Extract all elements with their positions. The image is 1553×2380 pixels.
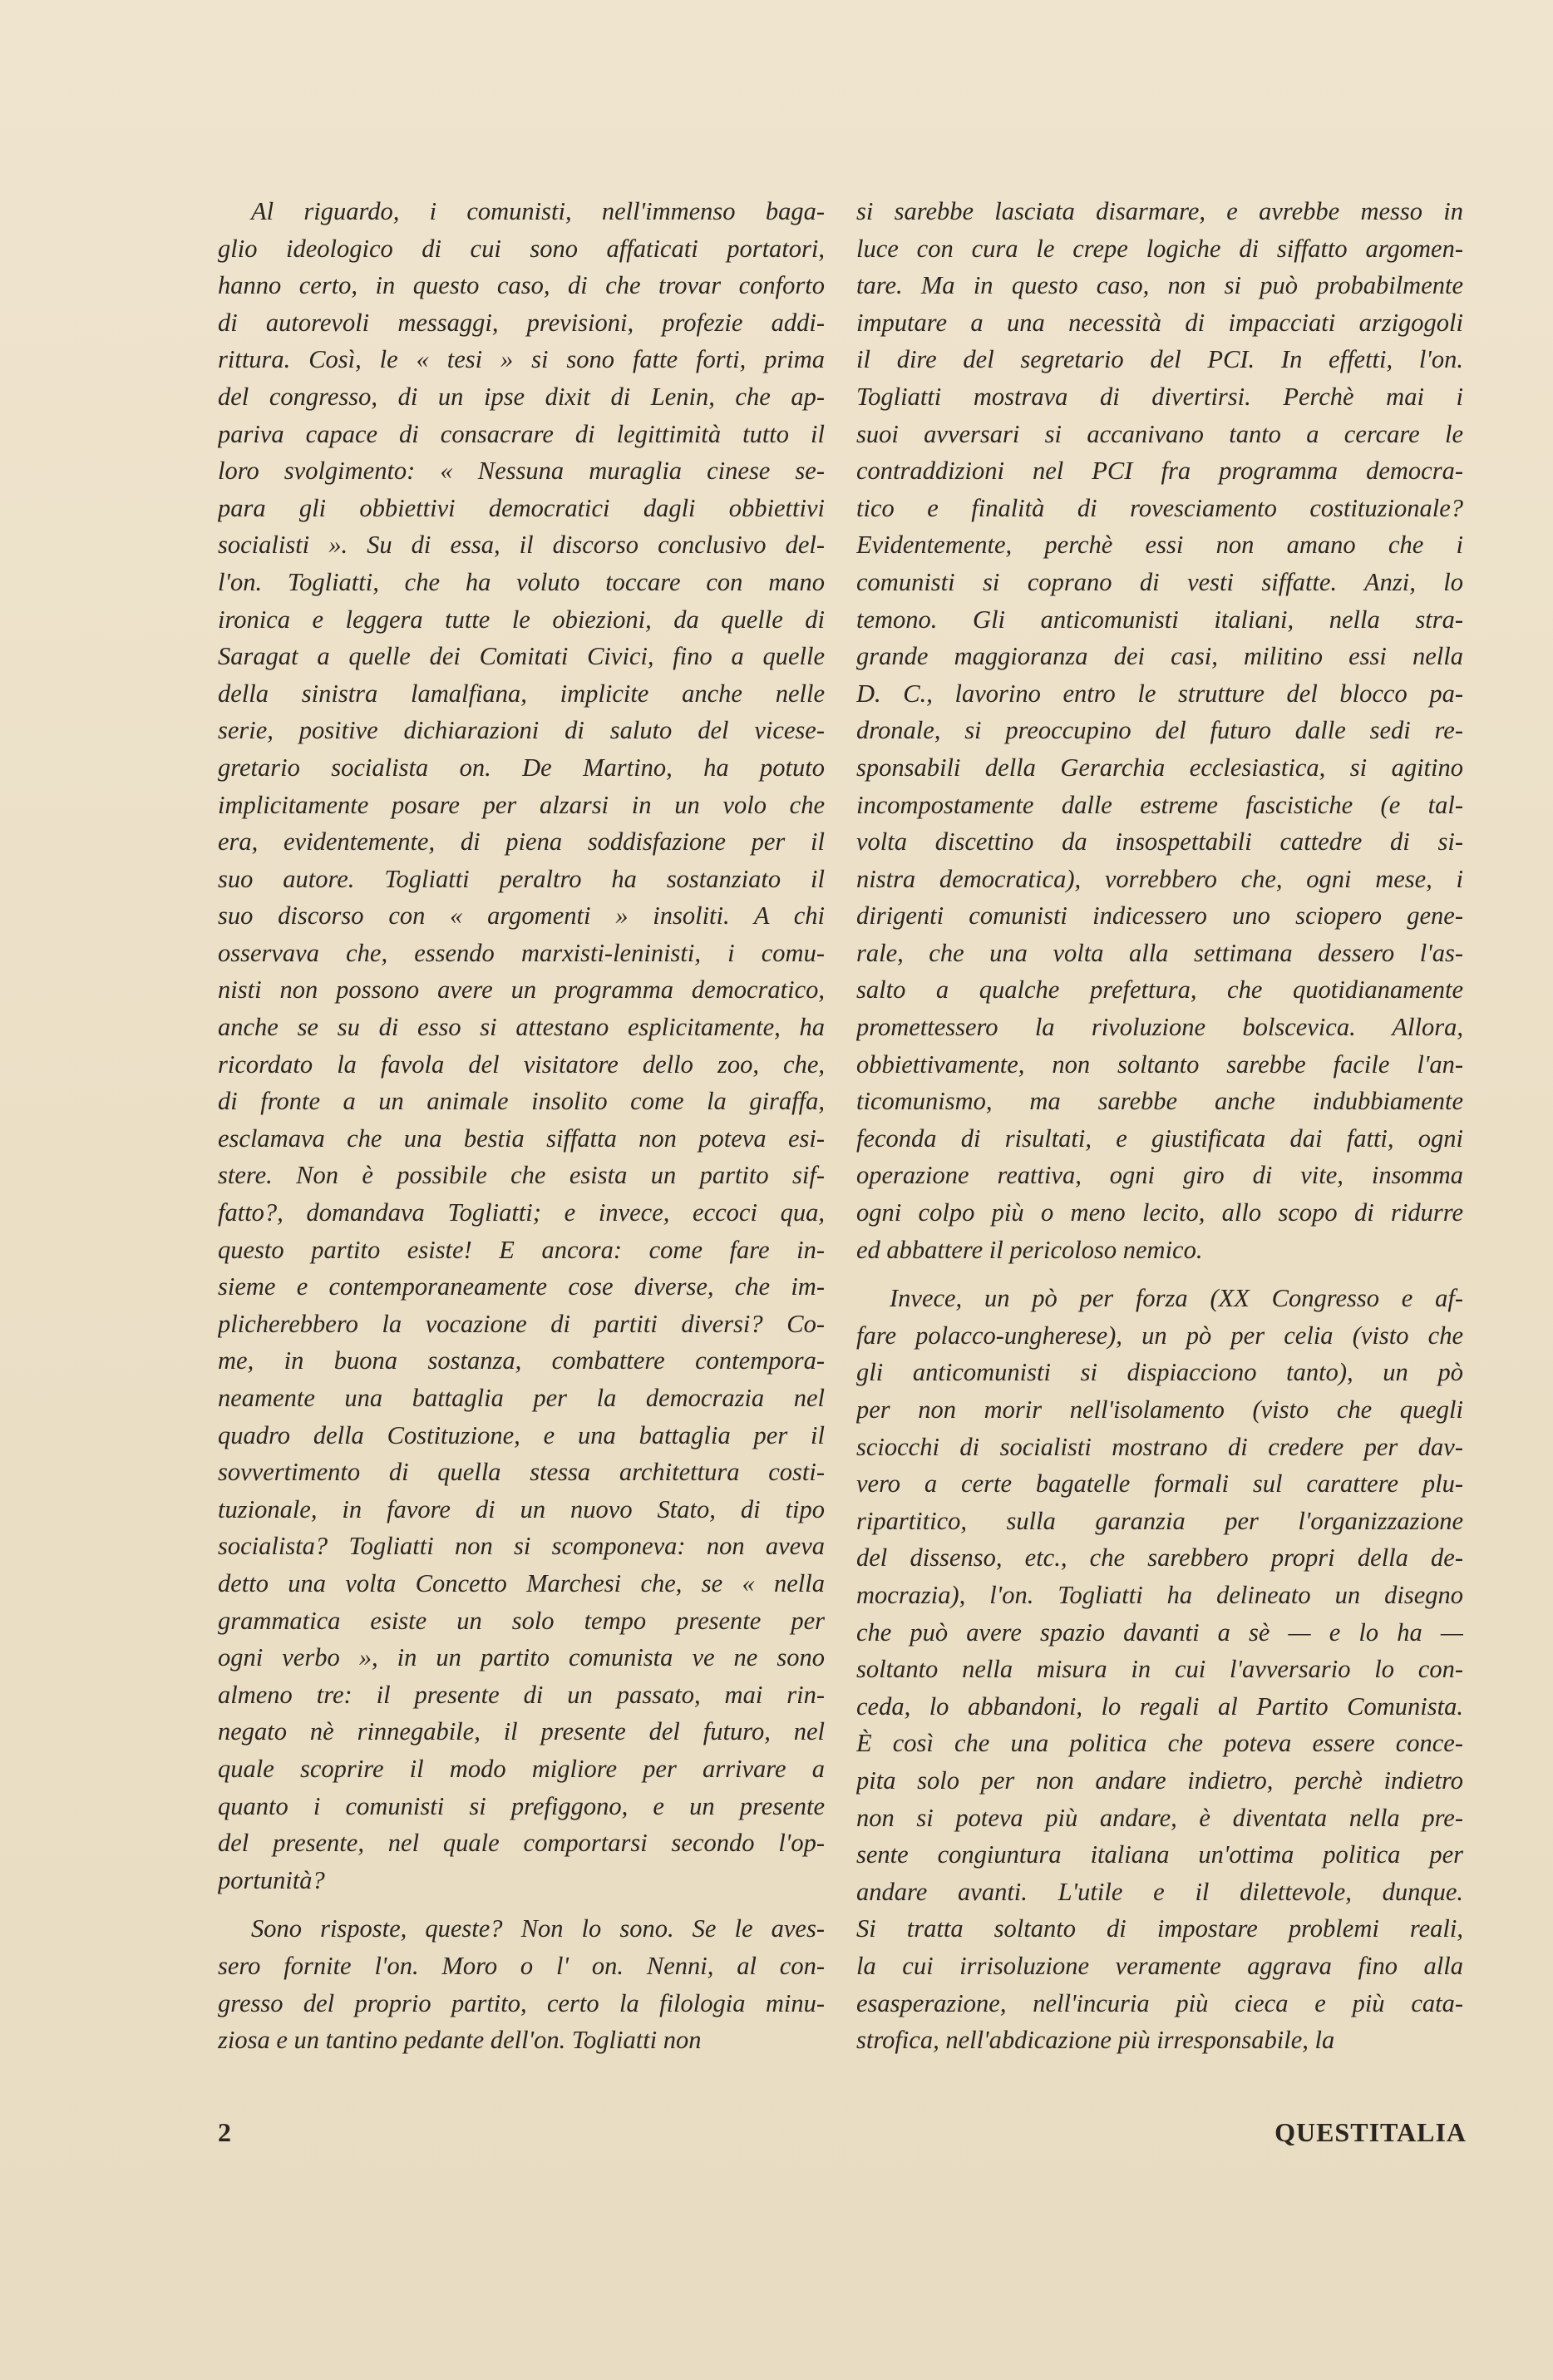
text-line: osservava che, essendo marxisti-leninisti, i comu-: [218, 938, 825, 967]
text-line: sponsabili della Gerarchia ecclesiastica, si agitino: [856, 753, 1463, 782]
text-line: Sono risposte, queste? Non lo sono. Se le aves-: [251, 1914, 825, 1943]
text-line: della sinistra lamalfiana, implicite anche nelle: [218, 679, 825, 708]
text-line: pariva capace di consacrare di legittimità tutto il: [218, 419, 825, 448]
text-line: serie, positive dichiarazioni di saluto del vicese-: [218, 716, 825, 745]
text-line: para gli obbiettivi democratici dagli obbiettivi: [218, 493, 825, 522]
text-line: feconda di risultati, e giustificata dai fatti, ogni: [856, 1123, 1463, 1153]
text-line: loro svolgimento: « Nessuna muraglia cinese se-: [218, 457, 825, 486]
text-line: ticomunismo, ma sarebbe anche indubbiamente: [856, 1087, 1463, 1116]
text-line: che può avere spazio davanti a sè — e lo ha —: [856, 1617, 1463, 1647]
text-line: esclamava che una bestia siffatta non poteva esi-: [218, 1123, 825, 1153]
text-line: tuzionale, in favore di un nuovo Stato, di tipo: [218, 1494, 825, 1523]
text-line: sente congiuntura italiana un'ottima politica per: [856, 1840, 1463, 1869]
text-line: di fronte a un animale insolito come la giraffa,: [218, 1087, 825, 1116]
text-line: quadro della Costituzione, e una battaglia per il: [218, 1420, 825, 1449]
text-line: nisti non possono avere un programma democratico,: [218, 975, 825, 1005]
text-line: negato nè rinnegabile, il presente del futuro, nel: [218, 1717, 825, 1746]
text-line: era, evidentemente, di piena soddisfazione per il: [218, 827, 825, 857]
text-line: temono. Gli anticomunisti italiani, nella stra-: [856, 605, 1463, 634]
text-line: mocrazia), l'on. Togliatti ha delineato un disegno: [856, 1580, 1463, 1609]
text-line: ripartitico, sulla garanzia per l'organizzazione: [856, 1506, 1463, 1535]
text-line: per non morir nell'isolamento (visto che quegli: [856, 1395, 1463, 1424]
text-line: il dire del segretario del PCI. In effetti, l'on.: [856, 345, 1463, 374]
text-line: volta discettino da insospettabili cattedre di si-: [856, 827, 1463, 857]
text-line: comunisti si coprano di vesti siffatte. Anzi, lo: [856, 567, 1463, 596]
right-column: [856, 193, 1463, 2059]
journal-title: QUESTITALIA: [1274, 2117, 1467, 2147]
page-number: 2: [218, 2117, 231, 2147]
text-line: del dissenso, etc., che sarebbero propri della de-: [856, 1543, 1463, 1573]
text-line: grande maggioranza dei casi, militino essi nella: [856, 642, 1463, 671]
text-line: dronale, si preoccupino del futuro dalle sedi re-: [856, 716, 1463, 745]
text-line: È così che una politica che poteva essere conce-: [856, 1729, 1463, 1758]
text-line: strofica, nell'abdicazione più irresponsabile, la: [856, 2026, 1335, 2055]
text-line: contraddizioni nel PCI fra programma democra-: [856, 457, 1463, 486]
text-line: anche se su di esso si attestano esplicitamente, ha: [218, 1013, 825, 1042]
text-line: portunità?: [218, 1865, 325, 1894]
text-line: glio ideologico di cui sono affaticati portatori,: [218, 234, 825, 263]
text-line: dirigenti comunisti indicessero uno sciopero gene-: [856, 901, 1463, 931]
text-line: la cui irrisoluzione veramente aggrava fino alla: [856, 1951, 1463, 1980]
text-line: tico e finalità di rovesciamento costituzionale?: [856, 493, 1463, 522]
text-line: grammatica esiste un solo tempo presente per: [218, 1606, 825, 1635]
text-line: del presente, nel quale comportarsi secondo l'op-: [218, 1829, 825, 1858]
text-line: promettessero la rivoluzione bolscevica. Allora,: [856, 1013, 1463, 1042]
text-line: implicitamente posare per alzarsi in un volo che: [218, 790, 825, 819]
text-line: Togliatti mostrava di divertirsi. Perchè mai i: [856, 382, 1463, 411]
text-line: esasperazione, nell'incuria più cieca e più cata-: [856, 1988, 1463, 2017]
text-line: soltanto nella misura in cui l'avversario lo con-: [856, 1655, 1463, 1684]
text-line: suoi avversari si accanivano tanto a cercare le: [856, 419, 1463, 448]
text-line: socialisti ». Su di essa, il discorso conclusivo del-: [218, 531, 825, 560]
text-line: fatto?, domandava Togliatti; e invece, eccoci qua,: [218, 1198, 825, 1227]
text-line: sciocchi di socialisti mostrano di credere per dav-: [856, 1432, 1463, 1461]
text-line: nistra democratica), vorrebbero che, ogni mese, i: [856, 864, 1463, 893]
text-line: rittura. Così, le « tesi » si sono fatte forti, prima: [218, 345, 825, 374]
text-line: me, in buona sostanza, combattere contempora-: [218, 1346, 825, 1375]
text-line: fare polacco-ungherese), un pò per celia (visto che: [856, 1321, 1463, 1350]
text-line: rale, che una volta alla settimana dessero l'as-: [856, 938, 1463, 967]
left-column: [218, 193, 825, 2059]
text-line: di autorevoli messaggi, previsioni, profezie addi-: [218, 308, 825, 337]
text-line: ogni verbo », in un partito comunista ve ne sono: [218, 1643, 825, 1672]
text-line: salto a qualche prefettura, che quotidianamente: [856, 975, 1463, 1005]
text-line: ed abbattere il pericoloso nemico.: [856, 1235, 1203, 1264]
text-line: almeno tre: il presente di un passato, mai rin-: [218, 1680, 825, 1709]
text-line: questo partito esiste! E ancora: come fare in-: [218, 1235, 825, 1264]
text-line: pita solo per non andare indietro, perchè indietro: [856, 1765, 1463, 1795]
text-line: ceda, lo abbandoni, lo regali al Partito Comunista.: [856, 1691, 1463, 1721]
text-line: hanno certo, in questo caso, di che trovar conforto: [218, 271, 825, 300]
text-line: non si poteva più andare, è diventata nella pre-: [856, 1803, 1463, 1832]
text-line: Saragat a quelle dei Comitati Civici, fino a quelle: [218, 642, 825, 671]
text-line: sovvertimento di quella stessa architettura costi-: [218, 1458, 825, 1487]
text-line: gresso del proprio partito, certo la filologia minu-: [218, 1988, 825, 2017]
text-line: Si tratta soltanto di impostare problemi reali,: [856, 1914, 1463, 1943]
text-line: Al riguardo, i comunisti, nell'immenso baga-: [251, 197, 825, 225]
text-line: Evidentemente, perchè essi non amano che i: [856, 531, 1463, 560]
text-line: incompostamente dalle estreme fascistiche (e tal-: [856, 790, 1463, 819]
text-line: sero fornite l'on. Moro o l' on. Nenni, al con-: [218, 1951, 825, 1980]
text-line: neamente una battaglia per la democrazia nel: [218, 1384, 825, 1412]
paragraph-gap: [856, 1268, 1463, 1280]
text-line: D. C., lavorino entro le strutture del blocco pa-: [856, 679, 1463, 708]
text-line: ziosa e un tantino pedante dell'on. Togliatti non: [218, 2026, 702, 2055]
text-line: l'on. Togliatti, che ha voluto toccare con mano: [218, 567, 825, 596]
text-line: quanto i comunisti si prefiggono, e un presente: [218, 1791, 825, 1820]
text-line: socialista? Togliatti non si scomponeva: non aveva: [218, 1532, 825, 1561]
text-line: operazione reattiva, ogni giro di vite, insomma: [856, 1161, 1463, 1190]
text-line: luce con cura le crepe logiche di siffatto argomen-: [856, 234, 1463, 263]
text-line: ogni colpo più o meno lecito, allo scopo di ridurre: [856, 1198, 1463, 1227]
text-line: sieme e contemporaneamente cose diverse, che im-: [218, 1272, 825, 1301]
text-line: suo autore. Togliatti peraltro ha sostanziato il: [218, 864, 825, 893]
text-line: quale scoprire il modo migliore per arrivare a: [218, 1754, 825, 1783]
text-line: ironica e leggera tutte le obiezioni, da quelle di: [218, 605, 825, 634]
text-line: vero a certe bagatelle formali sul carattere plu-: [856, 1469, 1463, 1499]
text-line: gretario socialista on. De Martino, ha potuto: [218, 753, 825, 782]
text-line: imputare a una necessità di impacciati arzigogoli: [856, 308, 1463, 337]
paragraph-gap: [218, 1899, 825, 1910]
text-line: del congresso, di un ipse dixit di Lenin, che ap-: [218, 382, 825, 411]
text-line: si sarebbe lasciata disarmare, e avrebbe messo in: [856, 197, 1463, 225]
text-line: detto una volta Concetto Marchesi che, se « nella: [218, 1568, 825, 1597]
text-line: andare avanti. L'utile e il dilettevole, dunque.: [856, 1877, 1463, 1906]
text-line: gli anticomunisti si dispiacciono tanto), un pò: [856, 1358, 1463, 1387]
text-line: obbiettivamente, non soltanto sarebbe facile l'an-: [856, 1049, 1463, 1079]
text-line: ricordato la favola del visitatore dello zoo, che,: [218, 1049, 825, 1079]
text-line: tare. Ma in questo caso, non si può probabilmente: [856, 271, 1463, 300]
text-line: stere. Non è possibile che esista un partito sif-: [218, 1161, 825, 1190]
text-line: Invece, un pò per forza (XX Congresso e af-: [890, 1284, 1463, 1313]
text-line: plicherebbero la vocazione di partiti diversi? Co-: [218, 1309, 825, 1338]
text-line: suo discorso con « argomenti » insoliti. A chi: [218, 901, 825, 931]
